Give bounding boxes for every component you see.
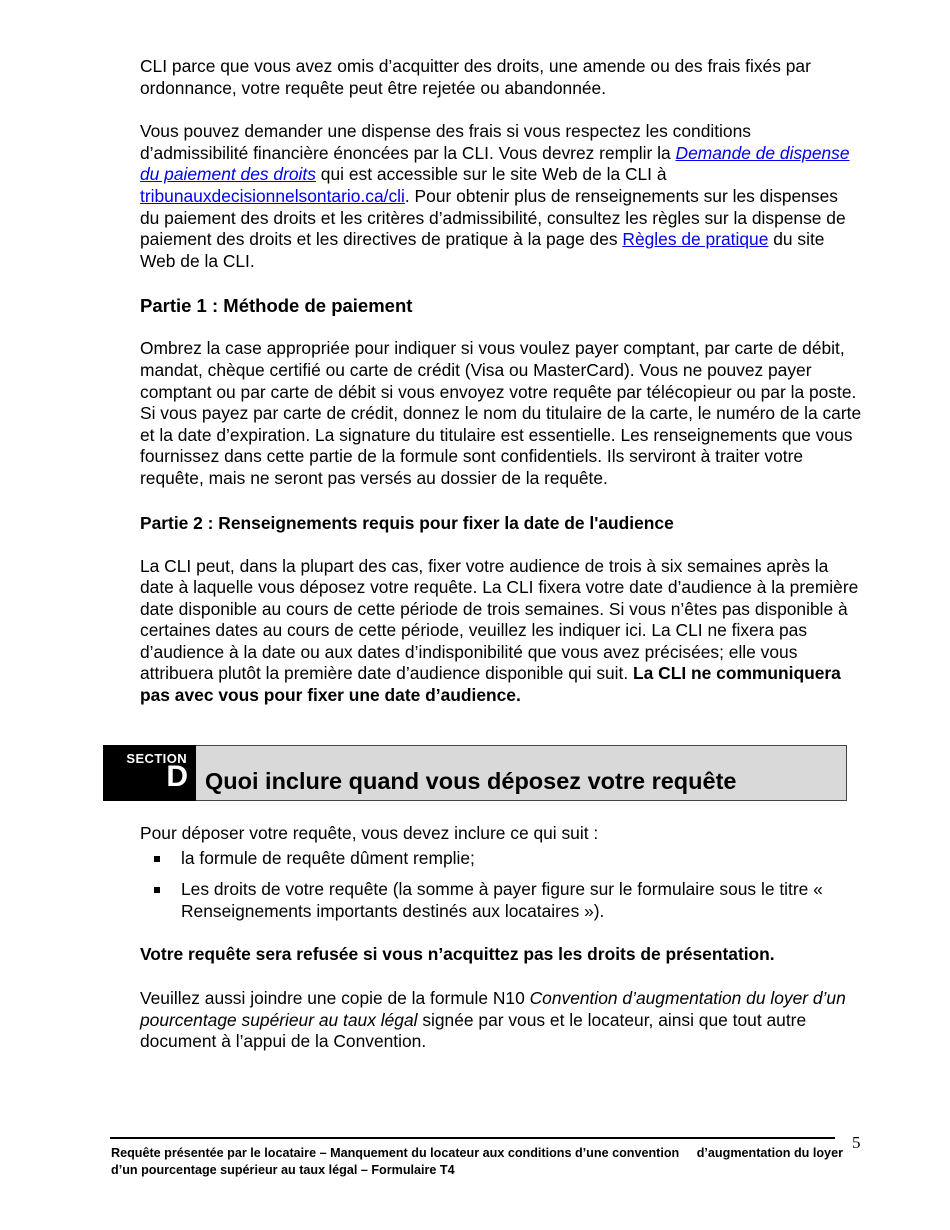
page-number: 5 bbox=[852, 1133, 861, 1152]
section-letter: D bbox=[166, 760, 188, 793]
part2-heading: Partie 2 : Renseignements requis pour fixer la date de l'audience bbox=[140, 512, 674, 533]
requirements-list bbox=[140, 848, 862, 923]
list-item-text: Les droits de votre requête (la somme à payer figure sur le formulaire sous le titre « Renseignements importants destinés aux locataires »). bbox=[181, 879, 823, 921]
part1-heading: Partie 1 : Méthode de paiement bbox=[140, 295, 413, 317]
part2-body-text: La CLI peut, dans la plupart des cas, fixer votre audience de trois à six semaines après la date à laquelle vous déposez votre requête. La CLI fixera votre date d’audience à la première date disponible au cours de cette période de trois semaines. Si vous n’êtes pas disponible à certaines dates au cours de cette période, veuillez les indiquer ici. La CLI ne fixera pas d’audience à la date ou aux dates d’indisponibilité que vous avez précisées; elle vous attribuera plutôt la première date d’audience disponible qui suit. bbox=[140, 555, 859, 684]
section-title: Quoi inclure quand vous déposez votre requête bbox=[205, 768, 737, 794]
tribunal-website-link[interactable]: tribunauxdecisionnelsontario.ca/cli bbox=[140, 185, 405, 206]
footer-form-title: Requête présentée par le locataire – Manquement du locateur aux conditions d’une convention d’augmentation du loyer d’un pourcentage supérieur au taux légal – Formulaire T4 bbox=[111, 1146, 847, 1177]
list-item bbox=[140, 848, 862, 870]
footer-divider bbox=[110, 1137, 835, 1139]
list-item-text: la formule de requête dûment remplie; bbox=[181, 847, 475, 868]
fee-waiver-text-2: qui est accessible sur le site Web de la CLI à bbox=[315, 164, 667, 185]
section-word: SECTION bbox=[126, 751, 187, 766]
section-label-box bbox=[103, 745, 196, 801]
closing-paragraph bbox=[140, 988, 862, 1053]
closing-text-2: signée par vous et le locateur, ainsi que tout autre document à l’appui de la Convention. bbox=[140, 1009, 807, 1052]
section-d-content bbox=[140, 823, 862, 1053]
closing-form-title: Convention d’augmentation du loyer d’un pourcentage supérieur au taux légal bbox=[140, 987, 846, 1030]
closing-text-1: Veuillez aussi joindre une copie de la formule N10 bbox=[140, 987, 530, 1008]
part2-body bbox=[140, 556, 862, 707]
refusal-warning: Votre requête sera refusée si vous n’acquittez pas les droits de présentation. bbox=[140, 944, 775, 965]
fee-waiver-text-4: du site Web de la CLI. bbox=[140, 229, 825, 271]
part1-body: Ombrez la case appropriée pour indiquer si vous voulez payer comptant, par carte de débit, mandat, chèque certifié ou carte de crédit (Visa ou MasterCard). Vous ne pouvez payer comptant ou par carte de débit si vous envoyez votre requête par télécopieur ou par la poste. Si vous payez par carte de crédit, donnez le nom du titulaire de la carte, le numéro de la carte et la date d’expiration. La signature du titulaire est essentielle. Les renseignements que vous fournissez dans cette partie de la formule sont confidentiels. Ils serviront à traiter votre requête, mais ne seront pas versés au dossier de la requête. bbox=[140, 338, 862, 488]
fee-waiver-request-link[interactable]: Demande de dispense du paiement des droits bbox=[140, 142, 850, 185]
fee-waiver-text-3: . Pour obtenir plus de renseignements sur les dispenses du paiement des droits et les critères d’admissibilité, consultez les règles sur la dispense de paiement des droits et les directives de pratique à la page des bbox=[140, 185, 846, 250]
paragraph-fees-rejection: CLI parce que vous avez omis d’acquitter des droits, une amende ou des frais fixés par ordonnance, votre requête peut être rejetée ou abandonnée. bbox=[140, 56, 811, 98]
square-bullet-icon bbox=[154, 887, 160, 893]
part2-body-bold: La CLI ne communiquera pas avec vous pour fixer une date d’audience. bbox=[140, 663, 841, 706]
section-d-header bbox=[103, 745, 847, 801]
list-item bbox=[140, 879, 862, 922]
square-bullet-icon bbox=[154, 856, 160, 862]
page-content bbox=[140, 56, 862, 707]
rules-of-practice-link[interactable]: Règles de pratique bbox=[622, 229, 769, 250]
paragraph-fee-waiver bbox=[140, 121, 862, 272]
fee-waiver-text-1: Vous pouvez demander une dispense des frais si vous respectez les conditions d’admissibilité financière énoncées par la CLI. Vous devrez remplir la bbox=[140, 121, 751, 163]
section-d-intro: Pour déposer votre requête, vous devez inclure ce qui suit : bbox=[140, 823, 599, 843]
